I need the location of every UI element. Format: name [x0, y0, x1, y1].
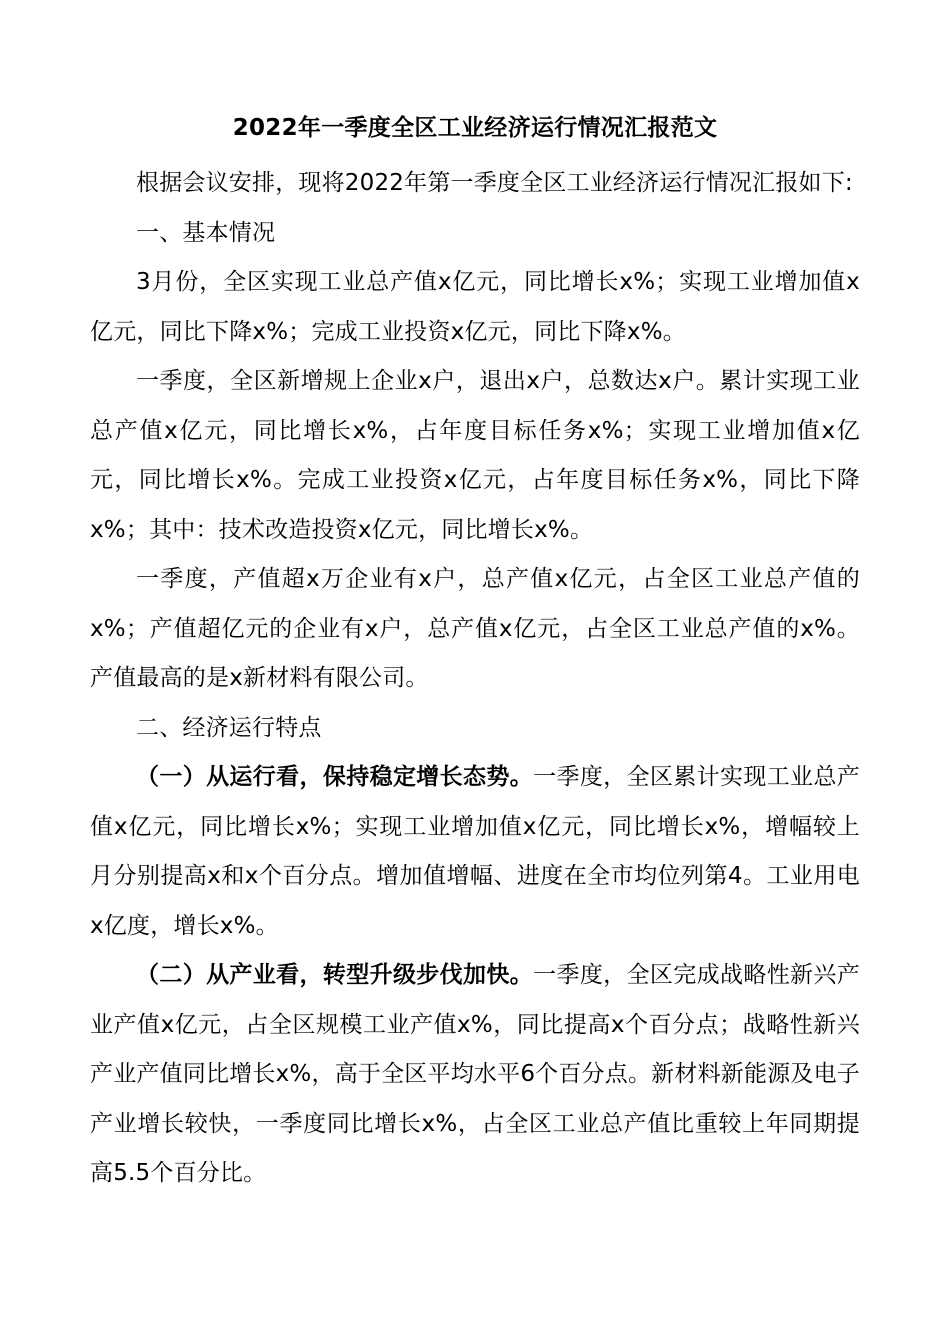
section1-paragraph-march: 3月份，全区实现工业总产值x亿元，同比增长x%；实现工业增加值x亿元，同比下降x%；完成工业投资x亿元，同比下降x%。 [90, 269, 860, 345]
section2-item2-body: 一季度，全区完成战略性新兴产业产值x亿元，占全区规模工业产值x%，同比提高x个百分点；战略性新兴产业产值同比增长x%，高于全区平均水平6个百分点。新材料新能源及电子产业增长较快，一季度同比增长x%，占全区工业总产值比重较上年同期提高5.5个百分比。 [90, 962, 860, 1186]
document-title: 2022年一季度全区工业经济运行情况汇报范文 [232, 115, 718, 141]
section1-heading: 一、基本情况 [136, 219, 276, 246]
document-page [90, 112, 860, 1199]
section2-item1-lead: （一）从运行看，保持稳定增长态势。 [136, 764, 534, 790]
section2-item2-lead: （二）从产业看，转型升级步伐加快。 [136, 962, 534, 988]
section2-item1 [90, 753, 860, 951]
section2-item2 [90, 951, 860, 1199]
section1-paragraph-q1-summary: 一季度，全区新增规上企业x户，退出x户，总数达x户。累计实现工业总产值x亿元，同比增长x%，占年度目标任务x%；实现工业增加值x亿元，同比增长x%。完成工业投资x亿元，占年度目标任务x%，同比下降x%；其中：技术改造投资x亿元，同比增长x%。 [90, 368, 860, 543]
intro-paragraph: 根据会议安排，现将2022年第一季度全区工业经济运行情况汇报如下: [136, 170, 853, 196]
section1-paragraph-enterprises: 一季度，产值超x万企业有x户，总产值x亿元，占全区工业总产值的x%；产值超亿元的企业有x户，总产值x亿元，占全区工业总产值的x%。产值最高的是x新材料有限公司。 [90, 566, 860, 691]
section2-item1-body: 一季度，全区累计实现工业总产值x亿元，同比增长x%；实现工业增加值x亿元，同比增长x%，增幅较上月分别提高x和x个百分点。增加值增幅、进度在全市均位列第4。工业用电x亿度，增长x%。 [90, 764, 860, 939]
section2-heading: 二、经济运行特点 [136, 714, 322, 741]
